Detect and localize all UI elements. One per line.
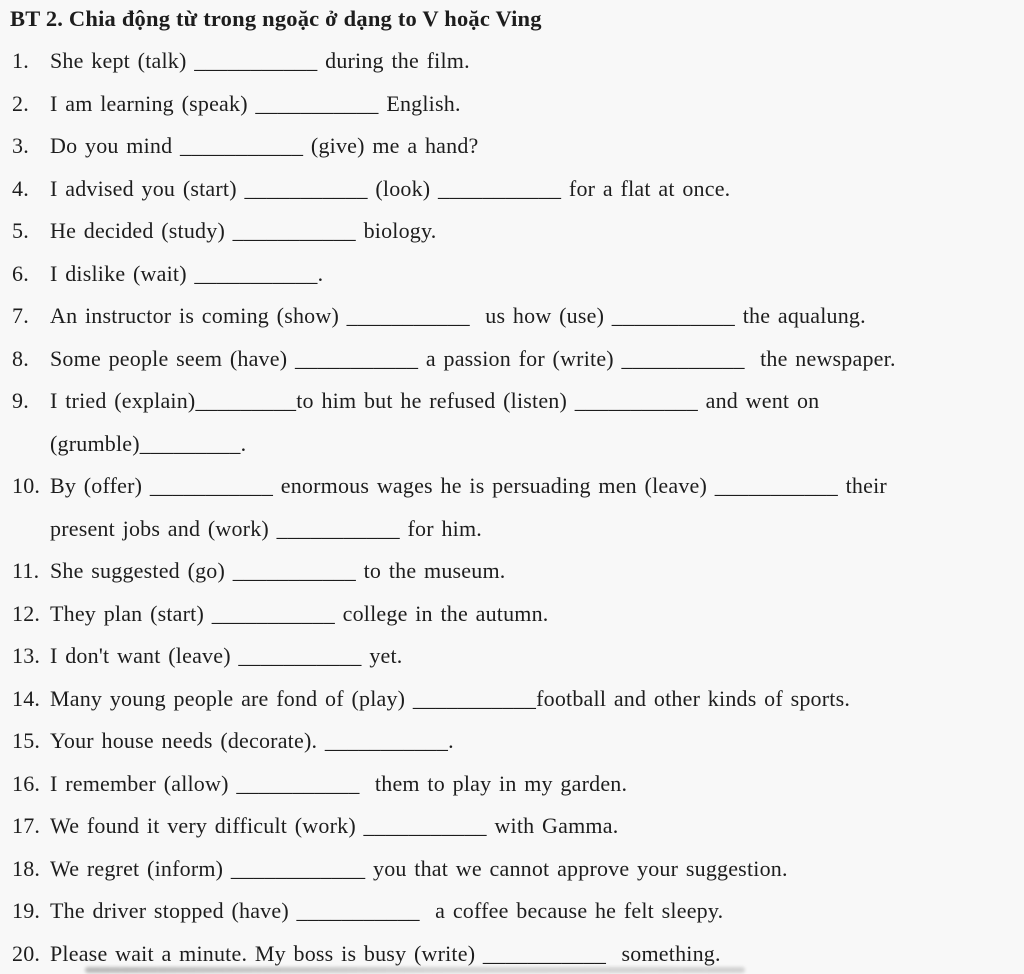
item-number: 8. [12, 345, 29, 371]
item-number: 2. [12, 90, 29, 116]
item-text [50, 635, 1024, 678]
exercise-item [0, 805, 1024, 848]
item-text [50, 83, 1024, 126]
item-text-line: An instructor is coming (show) ___________ us how (use) ___________ the aqualung. [50, 303, 866, 328]
item-text-line: He decided (study) ___________ biology. [50, 218, 437, 243]
exercise-item [0, 380, 1024, 465]
item-number: 5. [12, 218, 29, 243]
item-number: 13. [12, 643, 41, 668]
item-text-line: I dislike (wait) ___________. [50, 260, 324, 286]
item-number: 6. [12, 260, 29, 286]
item-number: 11. [12, 558, 40, 583]
item-text-line: I tried (explain)_________to him but he refused (listen) ___________ and went on [50, 388, 820, 413]
exercise-item [0, 83, 1024, 126]
exercise-item [0, 168, 1024, 211]
item-text-line: Many young people are fond of (play) ___________football and other kinds of sports. [50, 685, 851, 711]
cutoff-next-line-artifact [85, 967, 745, 973]
item-text-line: By (offer) ___________ enormous wages he is persuading men (leave) ___________ their [50, 473, 887, 498]
item-text [50, 210, 1024, 253]
item-number: 14. [12, 685, 41, 711]
item-text [50, 168, 1024, 211]
item-number: 16. [12, 770, 41, 796]
item-text-line: Please wait a minute. My boss is busy (write) ___________ something. [50, 940, 721, 966]
item-text-line: I remember (allow) ___________ them to play in my garden. [50, 770, 628, 796]
item-number: 18. [12, 855, 41, 881]
item-text [50, 125, 1024, 168]
exercise-item [0, 593, 1024, 636]
item-number: 9. [12, 388, 29, 413]
item-number: 3. [12, 133, 29, 158]
item-text-line: The driver stopped (have) ___________ a coffee because he felt sleepy. [50, 898, 724, 923]
item-text [50, 805, 1024, 848]
item-number: 17. [12, 813, 41, 838]
item-text-line: We regret (inform) ____________ you that we cannot approve your suggestion. [50, 855, 788, 881]
item-text [50, 720, 1024, 763]
item-text-line: They plan (start) ___________ college in the autumn. [50, 600, 549, 626]
item-number: 19. [12, 898, 41, 923]
item-text [50, 678, 1024, 721]
item-number: 1. [12, 48, 29, 73]
exercise-item [0, 635, 1024, 678]
item-text [50, 848, 1024, 891]
item-number: 4. [12, 175, 29, 201]
item-number: 7. [12, 303, 29, 328]
exercise-item [0, 848, 1024, 891]
exercise-title: BT 2. Chia động từ trong ngoặc ở dạng to V hoặc Ving [10, 6, 542, 31]
item-text-line: Some people seem (have) ___________ a passion for (write) ___________ the newspaper. [50, 345, 896, 371]
item-text-line: We found it very difficult (work) ___________ with Gamma. [50, 813, 619, 838]
exercise-item [0, 763, 1024, 806]
item-text-line: I am learning (speak) ___________ English. [50, 90, 461, 116]
exercise-item [0, 295, 1024, 338]
exercise-item [0, 253, 1024, 296]
item-text [50, 763, 1024, 806]
item-text-line: I don't want (leave) ___________ yet. [50, 643, 403, 668]
exercise-item [0, 550, 1024, 593]
item-number: 10. [12, 473, 41, 498]
item-text-line: Do you mind ___________ (give) me a hand? [50, 133, 479, 158]
exercise-item [0, 678, 1024, 721]
item-text [50, 380, 1024, 465]
exercise-item [0, 210, 1024, 253]
item-text-line: Your house needs (decorate). ___________. [50, 728, 454, 753]
item-number: 20. [12, 940, 41, 966]
item-number: 12. [12, 600, 41, 626]
item-text [50, 253, 1024, 296]
item-text-line: present jobs and (work) ___________ for him. [50, 515, 483, 541]
item-text [50, 890, 1024, 933]
exercise-item [0, 40, 1024, 83]
item-text-line: She suggested (go) ___________ to the museum. [50, 558, 506, 583]
exercise-list [0, 40, 1024, 974]
item-number: 15. [12, 728, 41, 753]
exercise-item [0, 125, 1024, 168]
item-text [50, 295, 1024, 338]
exercise-item [0, 720, 1024, 763]
item-text [50, 550, 1024, 593]
exercise-item [0, 338, 1024, 381]
item-text-line: (grumble)_________. [50, 430, 247, 456]
item-text [50, 338, 1024, 381]
item-text [50, 40, 1024, 83]
item-text-line: She kept (talk) ___________ during the film. [50, 48, 470, 73]
item-text [50, 465, 1024, 550]
exercise-item [0, 465, 1024, 550]
item-text-line: I advised you (start) ___________ (look) ___________ for a flat at once. [50, 175, 731, 201]
exercise-item [0, 890, 1024, 933]
item-text [50, 593, 1024, 636]
